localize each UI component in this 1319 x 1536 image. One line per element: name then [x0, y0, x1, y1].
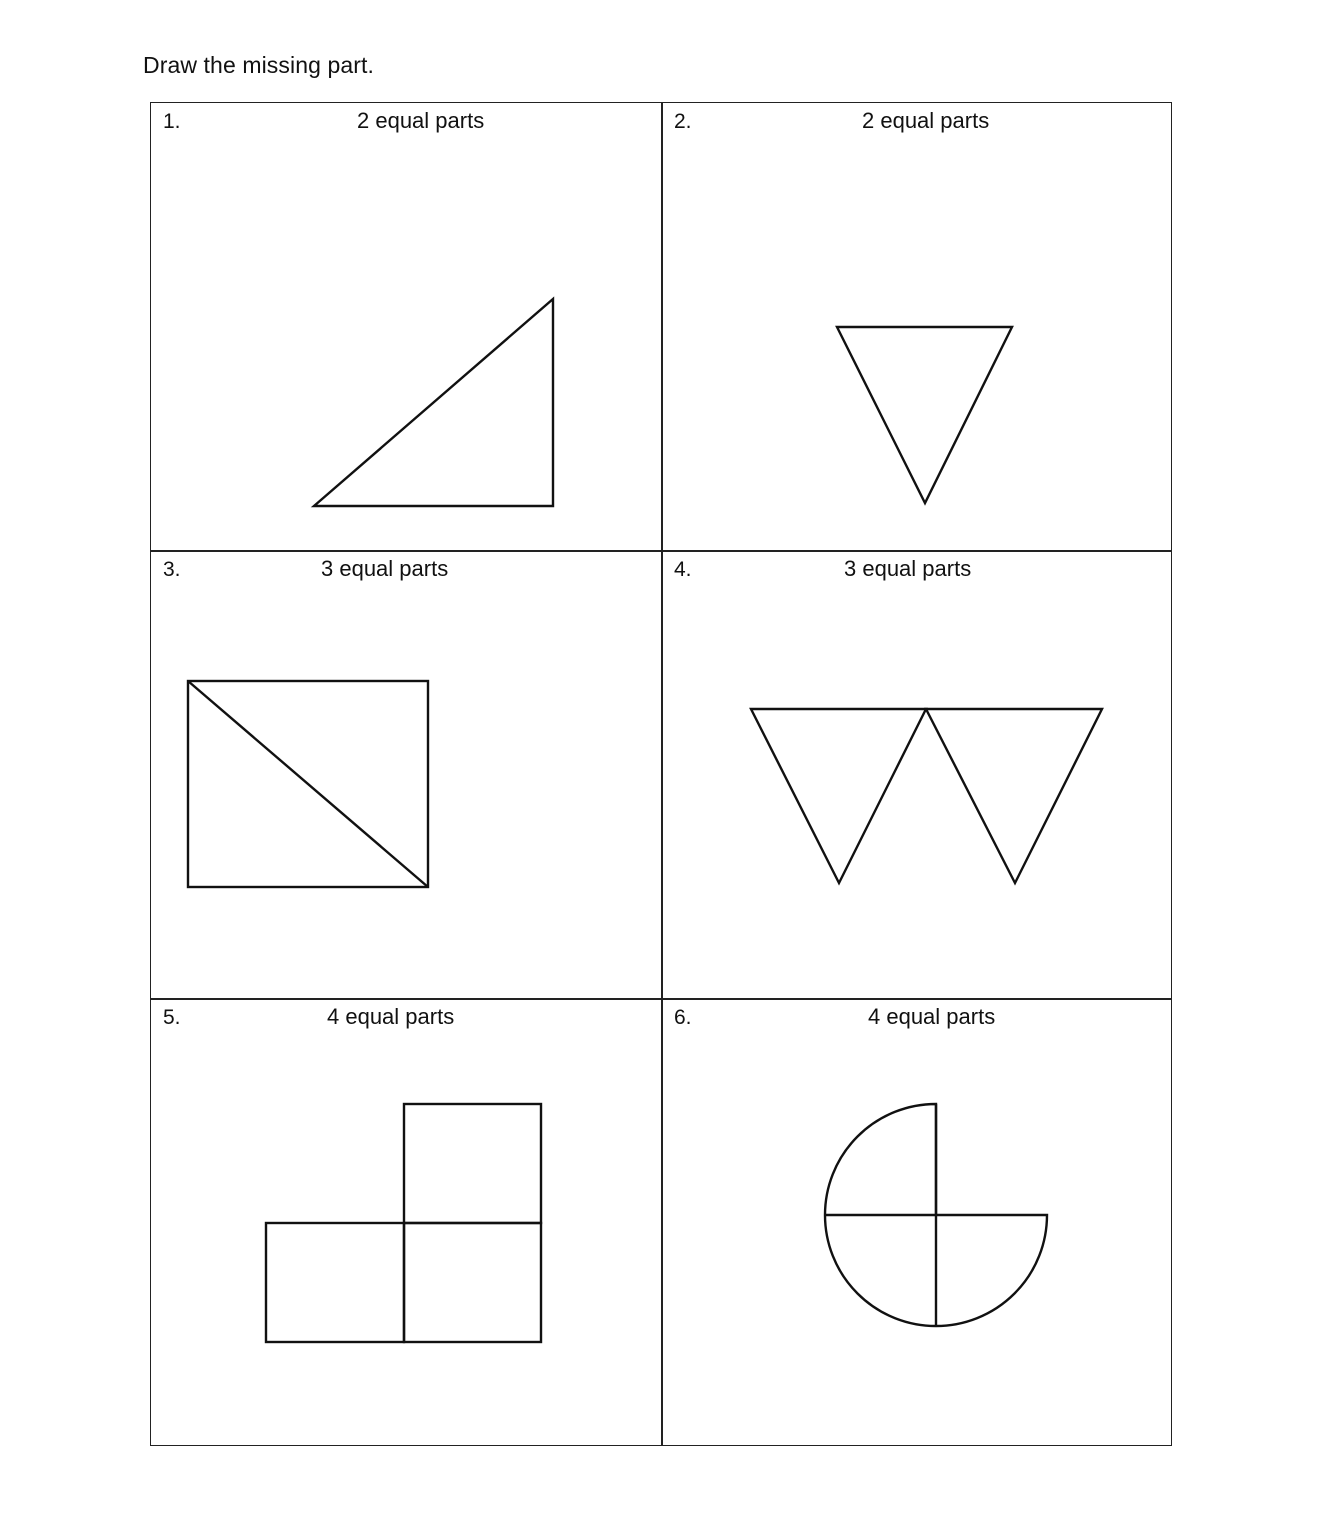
problem-4-number: 4. — [674, 558, 692, 581]
problem-2-label: 2 equal parts — [862, 108, 990, 133]
problem-5-shape[interactable] — [266, 1104, 541, 1342]
problem-1-shape[interactable] — [314, 299, 553, 506]
worksheet-instruction: Draw the missing part. — [143, 52, 374, 78]
problem-5-number: 5. — [163, 1006, 181, 1029]
problem-3-label: 3 equal parts — [321, 556, 449, 581]
problem-4-label: 3 equal parts — [844, 556, 972, 581]
problem-1-number: 1. — [163, 110, 181, 133]
problem-6-label: 4 equal parts — [868, 1004, 996, 1029]
problem-2-shape[interactable] — [837, 327, 1012, 503]
problem-3-shape[interactable] — [188, 681, 428, 887]
problem-4-shape[interactable] — [751, 709, 1102, 883]
problem-2-number: 2. — [674, 110, 692, 133]
problem-1-label: 2 equal parts — [357, 108, 485, 133]
problem-5-label: 4 equal parts — [327, 1004, 455, 1029]
problem-3-number: 3. — [163, 558, 181, 581]
problem-6-number: 6. — [674, 1006, 692, 1029]
problem-6-shape[interactable] — [825, 1104, 1047, 1326]
